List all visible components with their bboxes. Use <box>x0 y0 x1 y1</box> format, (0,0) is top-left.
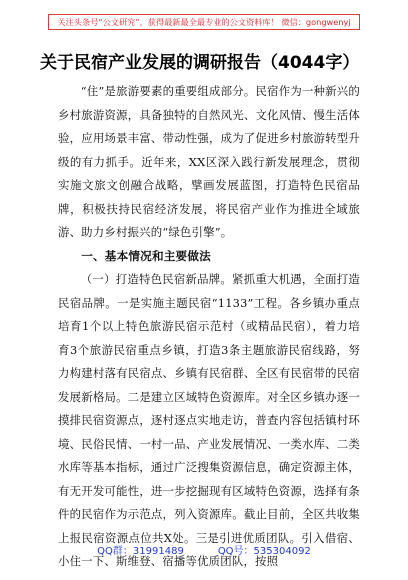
promo-banner <box>48 14 360 30</box>
document-body <box>58 80 360 574</box>
section-paragraph: （一）打造特色民宿新品牌。紧抓重大机遇，全面打造民宿品牌。一是实施主题民宿“1133”工程。各乡镇办重点培育1个以上特色旅游民宿示范村（或精品民宿），着力培育3个旅游民宿重点乡镇，打造3条主题旅游民宿线路，努力构建村落有民宿点、乡镇有民宿群、全区有民宿带的民宿发展新格局。二是建立区域特色资源库。对全区乡镇办逐一摸排民宿资源点，逐村逐点实地走访，普查内容包括镇村环境、民俗民情、一村一品、产业发展情况、一类水库、二类水库等基本指标，通过广泛搜集资源信息，确定资源主体，有无开发可能性，进一步挖掘现有区域特色资源，选择有条件的民宿作为示范点，列入资源库。截止目前，全区共收集上报民宿资源点位共X处。三是引进优质团队。引入借宿、小住一下、斯维登、宿播等优质团队，按照 <box>58 272 360 568</box>
contact-footer <box>0 542 408 557</box>
intro-paragraph: “住”是旅游要素的重要组成部分。民宿作为一种新兴的乡村旅游资源，具备独特的自然风光、文化风情、慢生活体验，应用场景丰富、带动性强，成为了促进乡村旅游转型升级的有力抓手。近年来，XX区深入践行新发展理念，贯彻实施文旅文创融合战略，擘画发展蓝图，打造特色民宿品牌，积极扶持民宿经济发展，将民宿产业作为推进全域旅游、助力乡村振兴的“绿色引擎”。 <box>58 84 360 239</box>
qq-group-text: QQ群：31991489 <box>97 546 184 557</box>
section-heading: 一、基本情况和主要做法 <box>81 248 211 263</box>
document-title: 关于民宿产业发展的调研报告（4044字） <box>40 53 360 73</box>
qq-number-text: QQ号：535304092 <box>217 546 311 557</box>
promo-banner-text: 关注头条号“公文研究”，获得最新最全最专业的公文资料库！ 微信：gongwenyj <box>57 16 351 27</box>
